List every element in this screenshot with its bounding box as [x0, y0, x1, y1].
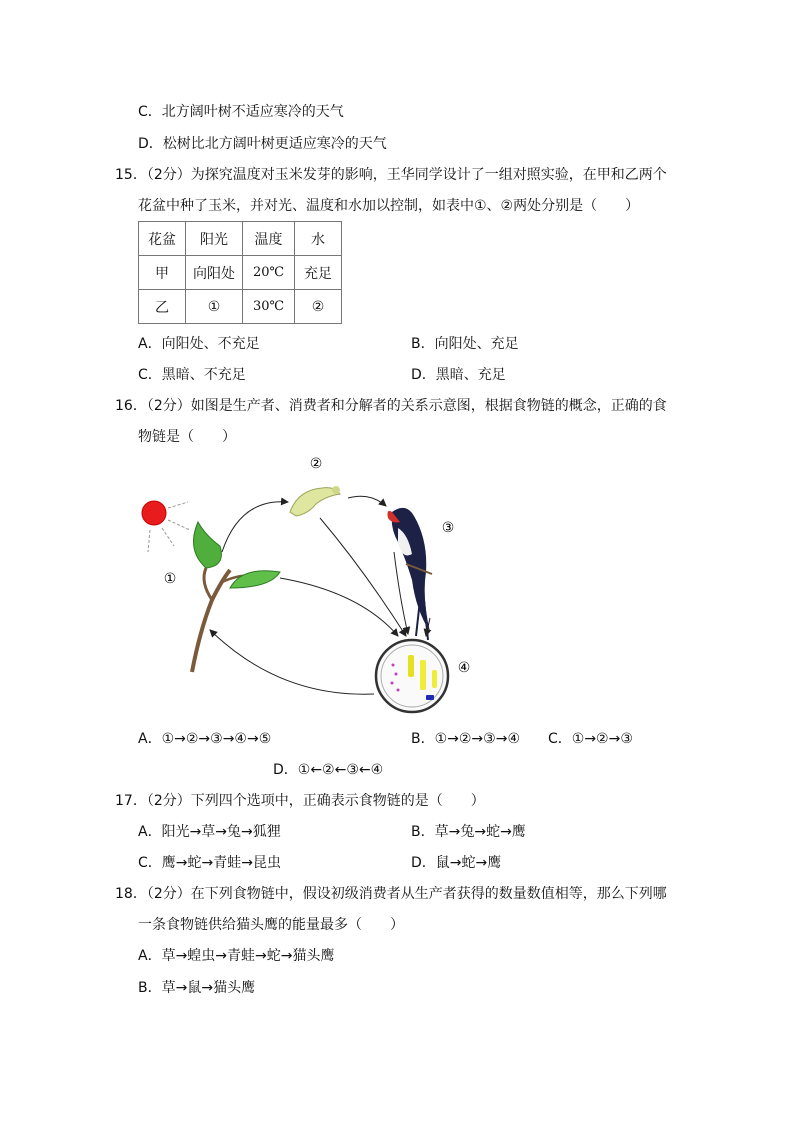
plant-icon — [192, 522, 280, 672]
q16-option-c: C．①→②→③ — [548, 731, 633, 747]
label-2: ② — [309, 456, 323, 472]
table-cell: ① — [186, 290, 243, 324]
q17-option-b: B．草→兔→蛇→鹰 — [411, 824, 526, 840]
table-row — [139, 256, 342, 290]
food-web-diagram — [130, 450, 490, 725]
table-cell: 甲 — [139, 256, 186, 290]
q15-option-c: C．黑暗、不充足 — [138, 367, 246, 383]
table-row — [139, 290, 342, 324]
q18-stem-line1: 18．（2分）在下列食物链中，假设初级消费者从生产者获得的数量数值相等，那么下列哪 — [115, 886, 667, 902]
q16-option-d: D．①←②←③←④ — [273, 762, 384, 778]
q14-option-c: C．北方阔叶树不适应寒冷的天气 — [138, 104, 344, 120]
q18-option-a: A．草→蝗虫→青蛙→蛇→猫头鹰 — [138, 948, 335, 964]
table-header-cell: 温度 — [243, 222, 295, 256]
table-cell: 20℃ — [243, 256, 295, 290]
q16-option-b: B．①→②→③→④ — [411, 731, 520, 747]
q15-option-d: D．黑暗、充足 — [411, 367, 506, 383]
table-header-row — [139, 222, 342, 256]
q17-option-c: C．鹰→蛇→青蛙→昆虫 — [138, 855, 281, 871]
table-header-cell: 花盆 — [139, 222, 186, 256]
table-cell: 向阳处 — [186, 256, 243, 290]
decomposer-icon — [376, 640, 448, 712]
q15-option-a: A．向阳处、不充足 — [138, 336, 260, 352]
caterpillar-icon — [290, 486, 340, 516]
q14-option-d: D．松树比北方阔叶树更适应寒冷的天气 — [138, 136, 387, 152]
label-3: ③ — [441, 520, 455, 536]
table-cell: 充足 — [295, 256, 342, 290]
q17-option-a: A．阳光→草→兔→狐狸 — [138, 824, 281, 840]
table-cell: 30℃ — [243, 290, 295, 324]
q18-stem-line2: 一条食物链供给猫头鹰的能量最多（ ） — [138, 917, 404, 933]
q16-stem-line1: 16．（2分）如图是生产者、消费者和分解者的关系示意图，根据食物链的概念，正确的食 — [115, 398, 667, 414]
q16-option-a: A．①→②→③→④→⑤ — [138, 731, 272, 747]
q15-stem-line2: 花盆中种了玉米，并对光、温度和水加以控制，如表中①、②两处分别是（ ） — [138, 198, 640, 214]
q17-stem: 17．（2分）下列四个选项中，正确表示食物链的是（ ） — [115, 793, 485, 809]
q15-experiment-table — [138, 221, 342, 324]
q15-stem-line1: 15．（2分）为探究温度对玉米发芽的影响，王华同学设计了一组对照实验，在甲和乙两个 — [115, 167, 667, 183]
swallow-icon — [388, 508, 433, 640]
label-4: ④ — [457, 660, 471, 676]
q16-stem-line2: 物链是（ ） — [138, 429, 236, 445]
sun-icon — [142, 501, 190, 552]
table-header-cell: 水 — [295, 222, 342, 256]
q17-option-d: D．鼠→蛇→鹰 — [411, 855, 502, 871]
q18-option-b: B．草→鼠→猫头鹰 — [138, 980, 256, 996]
label-1: ① — [163, 571, 177, 587]
table-cell: ② — [295, 290, 342, 324]
table-header-cell: 阳光 — [186, 222, 243, 256]
q15-option-b: B．向阳处、充足 — [411, 336, 519, 352]
table-cell: 乙 — [139, 290, 186, 324]
